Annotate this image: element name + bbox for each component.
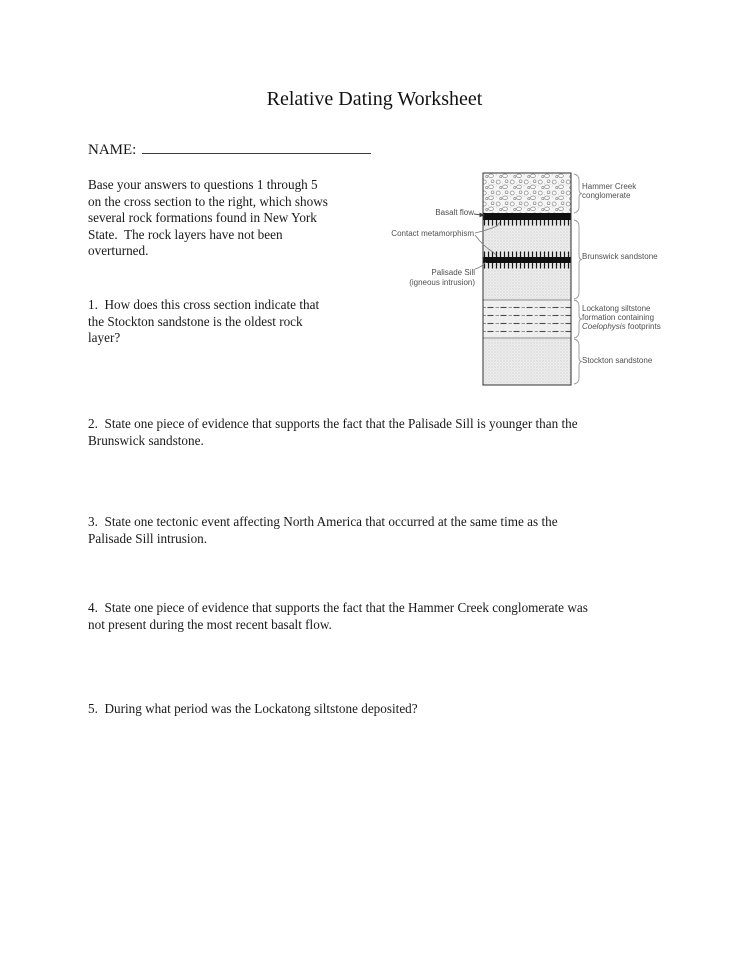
cross-section-graphic bbox=[383, 168, 723, 413]
intro-line: State. The rock layers have not been bbox=[88, 226, 283, 242]
hammer-creek-label bbox=[582, 182, 636, 200]
cross-section-diagram bbox=[383, 168, 723, 413]
basalt-flow-label: Basalt flow bbox=[435, 208, 474, 217]
basalt-flow-pointer bbox=[474, 214, 480, 215]
brunswick-sandstone-label: Brunswick sandstone bbox=[582, 252, 658, 261]
question-5 bbox=[88, 701, 418, 718]
palisade-sill-band bbox=[483, 257, 571, 263]
contact-metamorphism-zone bbox=[483, 263, 571, 269]
name-label: NAME: bbox=[88, 142, 137, 158]
question-4 bbox=[88, 600, 588, 633]
question-line: 1. How does this cross section indicate that bbox=[88, 297, 320, 312]
lockatong-siltstone-layer bbox=[483, 300, 571, 338]
palisade-sill-label bbox=[383, 268, 475, 287]
coelophysis-italic: Coelophysis bbox=[582, 322, 626, 331]
intro-line: several rock formations found in New York bbox=[88, 210, 317, 225]
hammer-creek-label-line: Hammer Creek bbox=[582, 182, 637, 191]
question-line: layer? bbox=[88, 330, 121, 345]
hammer-creek-conglomerate-layer bbox=[483, 173, 571, 213]
hammer-creek-brace bbox=[574, 174, 582, 213]
lockatong-siltstone-label bbox=[582, 304, 661, 331]
stockton-sandstone-layer bbox=[483, 338, 571, 385]
question-line: Brunswick sandstone. bbox=[88, 432, 204, 448]
contact-metamorphism-zone bbox=[483, 220, 571, 226]
intro-paragraph bbox=[88, 177, 328, 260]
question-line: 5. During what period was the Lockatong siltstone deposited? bbox=[88, 701, 418, 716]
footprints-text: footprints bbox=[625, 322, 661, 331]
intro-line: Base your answers to questions 1 through 5 bbox=[88, 177, 318, 192]
stockton-brace bbox=[574, 339, 582, 384]
question-line: Palisade Sill intrusion. bbox=[88, 530, 208, 546]
question-line: 4. State one piece of evidence that supports the fact that the Hammer Creek conglomerate was bbox=[88, 600, 588, 615]
lockatong-brace bbox=[574, 300, 582, 338]
question-line: the Stockton sandstone is the oldest rock bbox=[88, 313, 303, 329]
name-row bbox=[88, 139, 371, 159]
name-blank-line bbox=[142, 139, 371, 154]
page-title: Relative Dating Worksheet bbox=[266, 88, 483, 110]
question-1 bbox=[88, 297, 319, 347]
palisade-sill-label-line: (igneous intrusion) bbox=[409, 277, 475, 287]
brunswick-brace bbox=[574, 220, 582, 299]
lockatong-label-line: formation containing bbox=[582, 313, 655, 322]
lockatong-label-line: Lockatong siltstone bbox=[582, 304, 651, 313]
contact-metamorphism-zone bbox=[483, 252, 571, 258]
contact-metamorphism-label: Contact metamorphism bbox=[391, 229, 474, 238]
hammer-creek-label-line: conglomerate bbox=[582, 191, 631, 200]
palisade-sill-label-line: Palisade Sill bbox=[431, 268, 475, 277]
basalt-flow-band bbox=[483, 213, 571, 220]
stockton-sandstone-label: Stockton sandstone bbox=[582, 356, 653, 365]
question-line: not present during the most recent basalt flow. bbox=[88, 616, 332, 632]
intro-line: overturned. bbox=[88, 243, 149, 258]
question-3 bbox=[88, 514, 558, 547]
intro-line: on the cross section to the right, which shows bbox=[88, 193, 328, 209]
question-2 bbox=[88, 416, 578, 449]
lockatong-label-line bbox=[582, 322, 661, 331]
question-line: 2. State one piece of evidence that supports the fact that the Palisade Sill is younger than the bbox=[88, 416, 578, 431]
question-line: 3. State one tectonic event affecting North America that occurred at the same time as the bbox=[88, 514, 558, 529]
